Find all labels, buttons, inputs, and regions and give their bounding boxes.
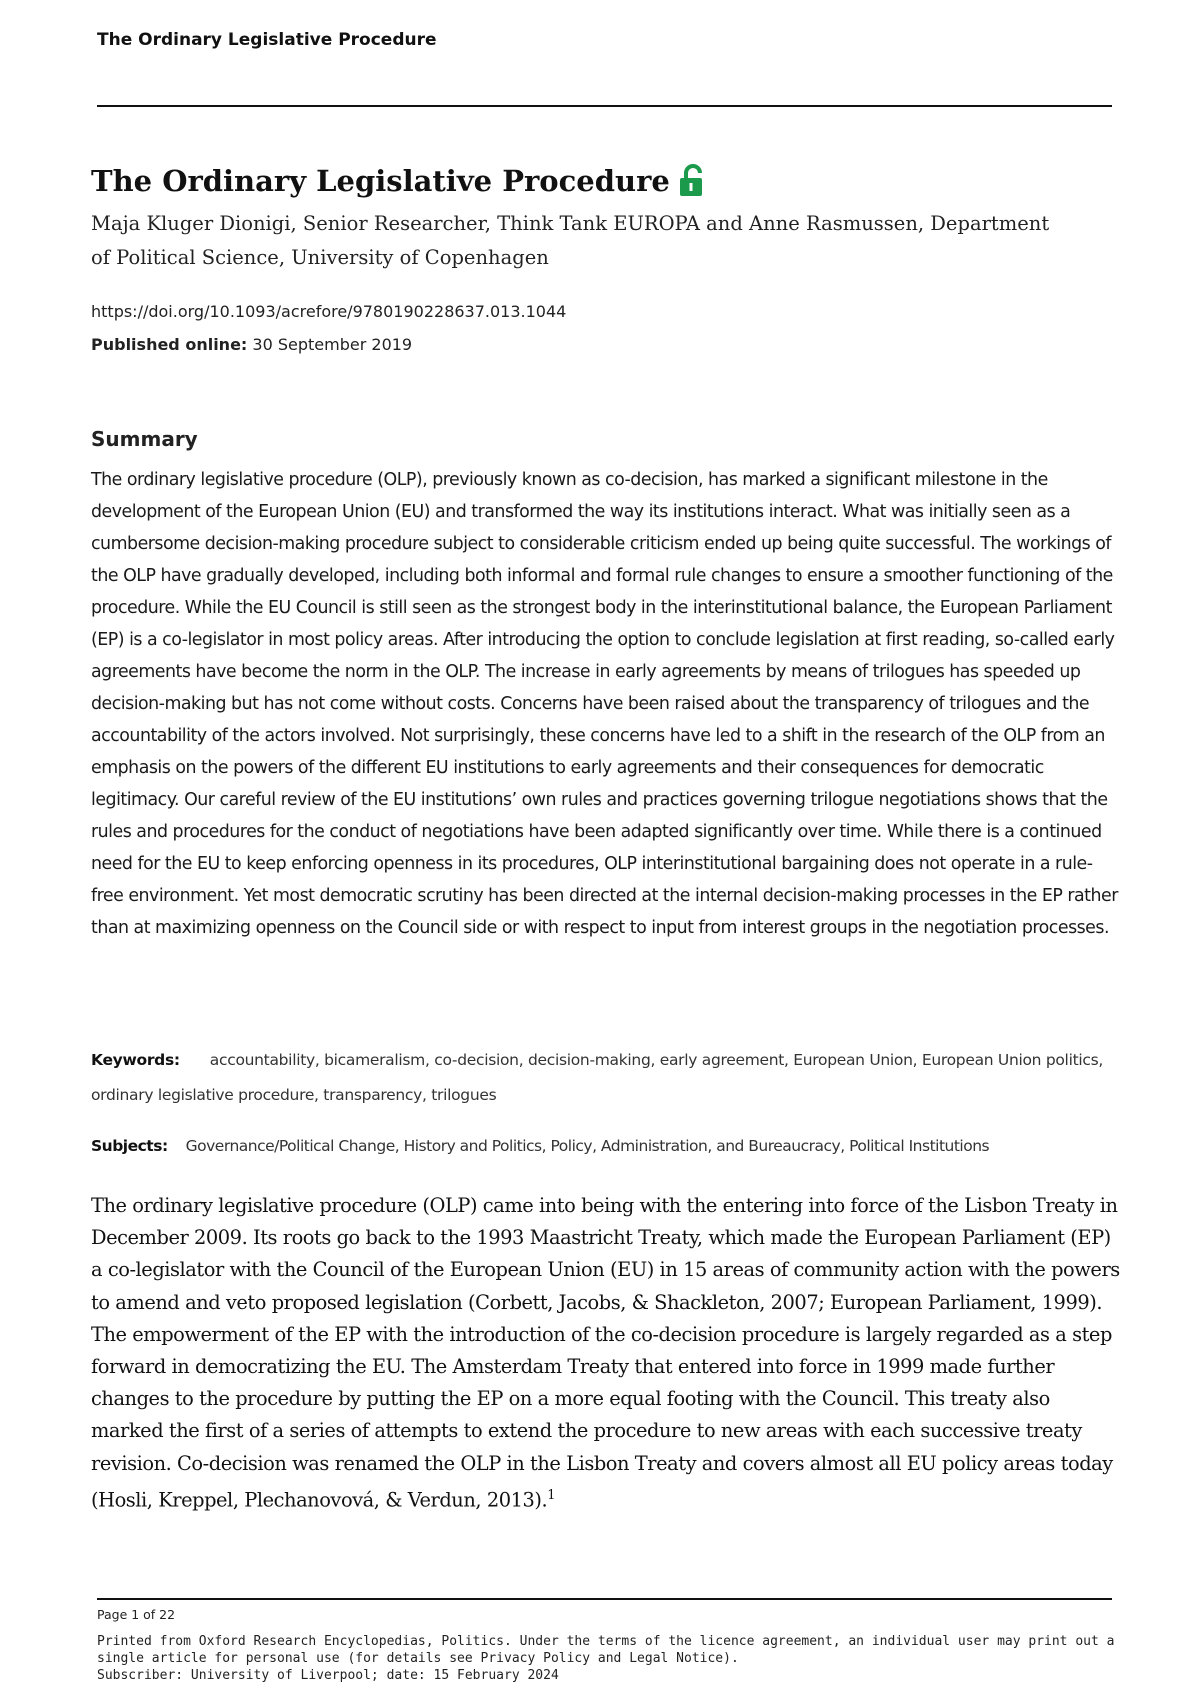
- article-authors: [91, 207, 1121, 275]
- header-divider: [97, 105, 1112, 107]
- title-row: [91, 164, 706, 198]
- body-paragraph-text: The ordinary legislative procedure (OLP) came into being with the entering into force of the Lisbon Treaty in December 2009. Its roots go back to the 1993 Maastricht Treaty, which made the European Parliament (EP) a co-legislator with the Council of the European Union (EU) in 15 areas of community action with the powers to amend and veto proposed legislation (Corbett, Jacobs, & Shackleton, 2007; European Parliament, 1999). The empowerment of the EP with the introduction of the co-decision procedure is largely regarded as a step forward in democratizing the EU. The Amsterdam Treaty that entered into force in 1999 made further changes to the procedure by putting the EP on a more equal footing with the Council. This treaty also marked the first of a series of attempts to extend the procedure to new areas with each successive treaty revision. Co-decision was renamed the OLP in the Lisbon Treaty and covers almost all EU policy areas today (Hosli, Kreppel, Plechanovová, & Verdun, 2013).: [91, 1194, 1120, 1512]
- published-online: [91, 335, 412, 354]
- subjects: [91, 1137, 1131, 1155]
- authors-line: Maja Kluger Dionigi, Senior Researcher, Think Tank EUROPA and Anne Rasmussen, Department: [91, 212, 1050, 235]
- keywords-label: Keywords:: [91, 1051, 180, 1069]
- open-lock-icon: [678, 164, 706, 198]
- published-label: Published online:: [91, 335, 248, 354]
- body-paragraph: [91, 1190, 1121, 1517]
- subjects-label: Subjects:: [91, 1137, 168, 1155]
- keywords: [91, 1043, 1121, 1113]
- article-title: The Ordinary Legislative Procedure: [91, 164, 670, 198]
- doi-link[interactable]: https://doi.org/10.1093/acrefore/9780190228637.013.1044: [91, 302, 567, 321]
- page-number: Page 1 of 22: [97, 1607, 176, 1622]
- print-footer: [97, 1633, 1117, 1684]
- subjects-list: Governance/Political Change, History and Politics, Policy, Administration, and Bureaucracy, Political Institutions: [185, 1137, 990, 1155]
- published-date: 30 September 2019: [252, 335, 413, 354]
- footer-divider: [97, 1598, 1112, 1600]
- authors-line: of Political Science, University of Copenhagen: [91, 246, 549, 269]
- summary-text: The ordinary legislative procedure (OLP), previously known as co-decision, has marked a significant milestone in the development of the European Union (EU) and transformed the way its institutions interact. What was initially seen as a cumbersome decision-making procedure subject to considerable criticism ended up being quite successful. The workings of the OLP have gradually developed, including both informal and formal rule changes to ensure a smoother functioning of the procedure. While the EU Council is still seen as the strongest body in the interinstitutional balance, the European Parliament (EP) is a co-legislator in most policy areas. After introducing the option to conclude legislation at first reading, so-called early agreements have become the norm in the OLP. The increase in early agreements by means of trilogues has speeded up decision-making but has not come without costs. Concerns have been raised about the transparency of trilogues and the accountability of the actors involved. Not surprisingly, these concerns have led to a shift in the research of the OLP from an emphasis on the powers of the different EU institutions to early agreements and their consequences for democratic legitimacy. Our careful review of the EU institutions’ own rules and practices governing trilogue negotiations shows that the rules and procedures for the conduct of negotiations have been adapted significantly over time. While there is a continued need for the EU to keep enforcing openness in its procedures, OLP interinstitutional bargaining does not operate in a rule-free environment. Yet most democratic scrutiny has been directed at the internal decision-making processes in the EP rather than at maximizing openness on the Council side or with respect to input from interest groups in the negotiation processes.: [91, 470, 1118, 938]
- keywords-list: accountability, bicameralism, co-decision, decision-making, early agreement, European Union, European Union politics, ordinary legislative procedure, transparency, trilogues: [91, 1051, 1103, 1104]
- summary-heading: Summary: [91, 427, 198, 451]
- footer-line: Printed from Oxford Research Encyclopedias, Politics. Under the terms of the licence agreement, an individual user may print out a: [97, 1634, 1115, 1649]
- footer-line: Subscriber: University of Liverpool; date: 15 February 2024: [97, 1668, 559, 1683]
- footer-line: single article for personal use (for details see Privacy Policy and Legal Notice).: [97, 1651, 739, 1666]
- footnote-ref[interactable]: 1: [547, 1487, 556, 1503]
- running-header: The Ordinary Legislative Procedure: [97, 30, 437, 50]
